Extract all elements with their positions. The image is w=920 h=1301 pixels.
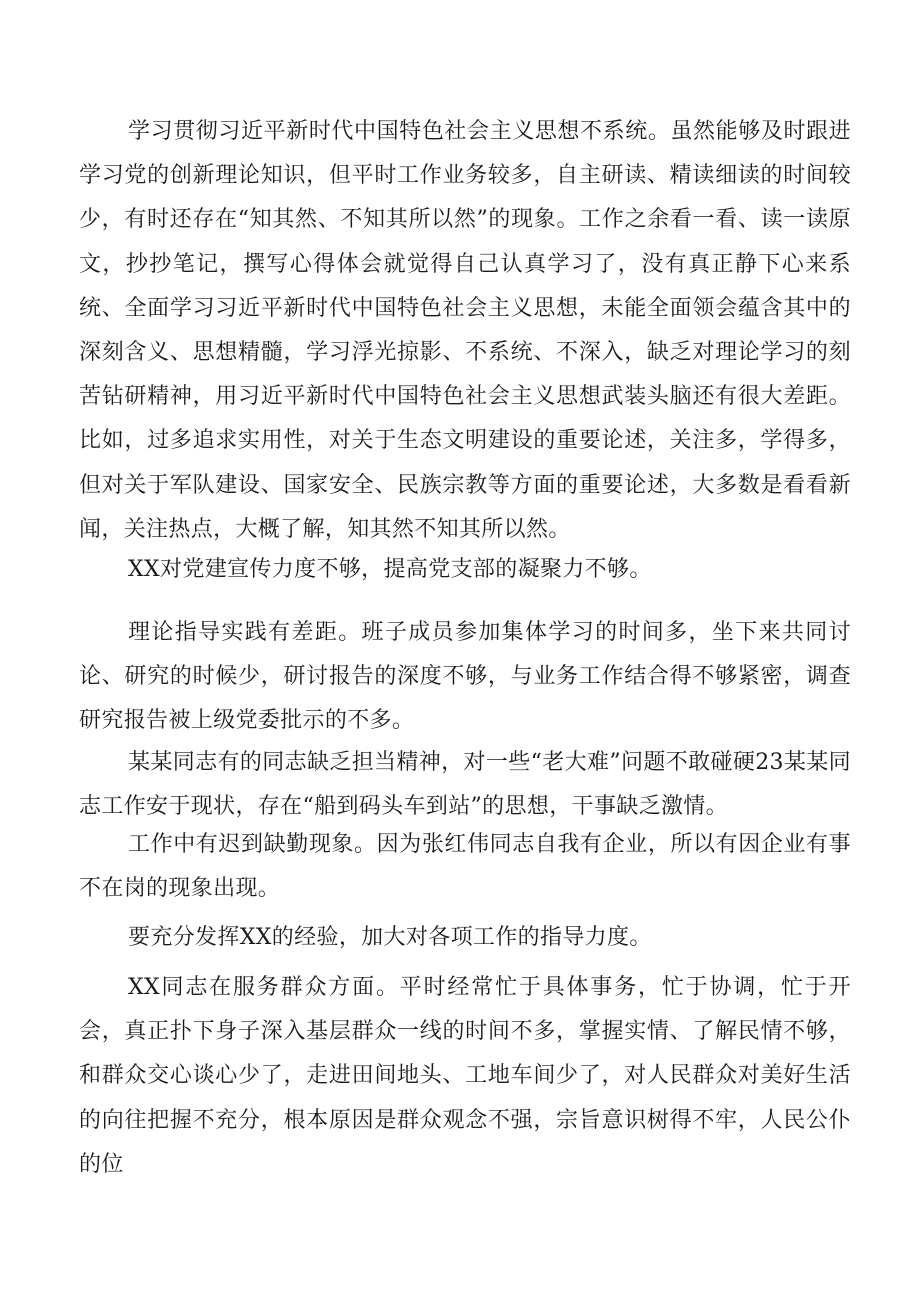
paragraph-guidance: 要充分发挥XX的经验，加大对各项工作的指导力度。 xyxy=(128,925,652,950)
paragraph-attendance: 工作中有迟到缺勤现象。因为张红伟同志自我有企业，所以有因企业有事不在岗的现象出现。 xyxy=(79,832,851,902)
paragraph-serving-masses: XX同志在服务群众方面。平时经常忙于具体事务，忙于协调，忙于开会，真正扑下身子深入基层群众一线的时间不多，掌握实情、了解民情不够，和群众交心谈心少了，走进田间地头、工地车间少了，对人民群众对美好生活的向往把握不充分，根本原因是群众观念不强，宗旨意识树得不牢，人民公仆的位 xyxy=(79,975,851,1177)
paragraph-party-publicity: XX对党建宣传力度不够，提高党支部的凝聚力不够。 xyxy=(128,557,652,582)
paragraph-study-theory: 学习贯彻习近平新时代中国特色社会主义思想不系统。虽然能够及时跟进学习党的创新理论知识，但平时工作业务较多，自主研读、精读细读的时间较少，有时还存在“知其然、不知其所以然”的现象。工作之余看一看、读一读原文，抄抄笔记，撰写心得体会就觉得自己认真学习了，没有真正静下心来系统、全面学习习近平新时代中国特色社会主义思想，未能全面领会蕴含其中的深刻含义、思想精髓，学习浮光掠影、不系统、不深入，缺乏对理论学习的刻苦钻研精神，用习近平新时代中国特色社会主义思想武装头脑还有很大差距。比如，过多追求实用性，对关于生态文明建设的重要论述，关注多，学得多，但对关于军队建设、国家安全、民族宗教等方面的重要论述，大多数是看看新闻，关注热点，大概了解，知其然不知其所以然。 xyxy=(79,119,851,542)
paragraph-theory-practice: 理论指导实践有差距。班子成员参加集体学习的时间多，坐下来共同讨论、研究的时候少，研讨报告的深度不够，与业务工作结合得不够紧密，调查研究报告被上级党委批示的不多。 xyxy=(79,620,851,734)
paragraph-responsibility: 某某同志有的同志缺乏担当精神，对一些“老大难”问题不敢碰硬23某某同志工作安于现状，存在“船到码头车到站”的思想，干事缺乏激情。 xyxy=(79,750,851,820)
